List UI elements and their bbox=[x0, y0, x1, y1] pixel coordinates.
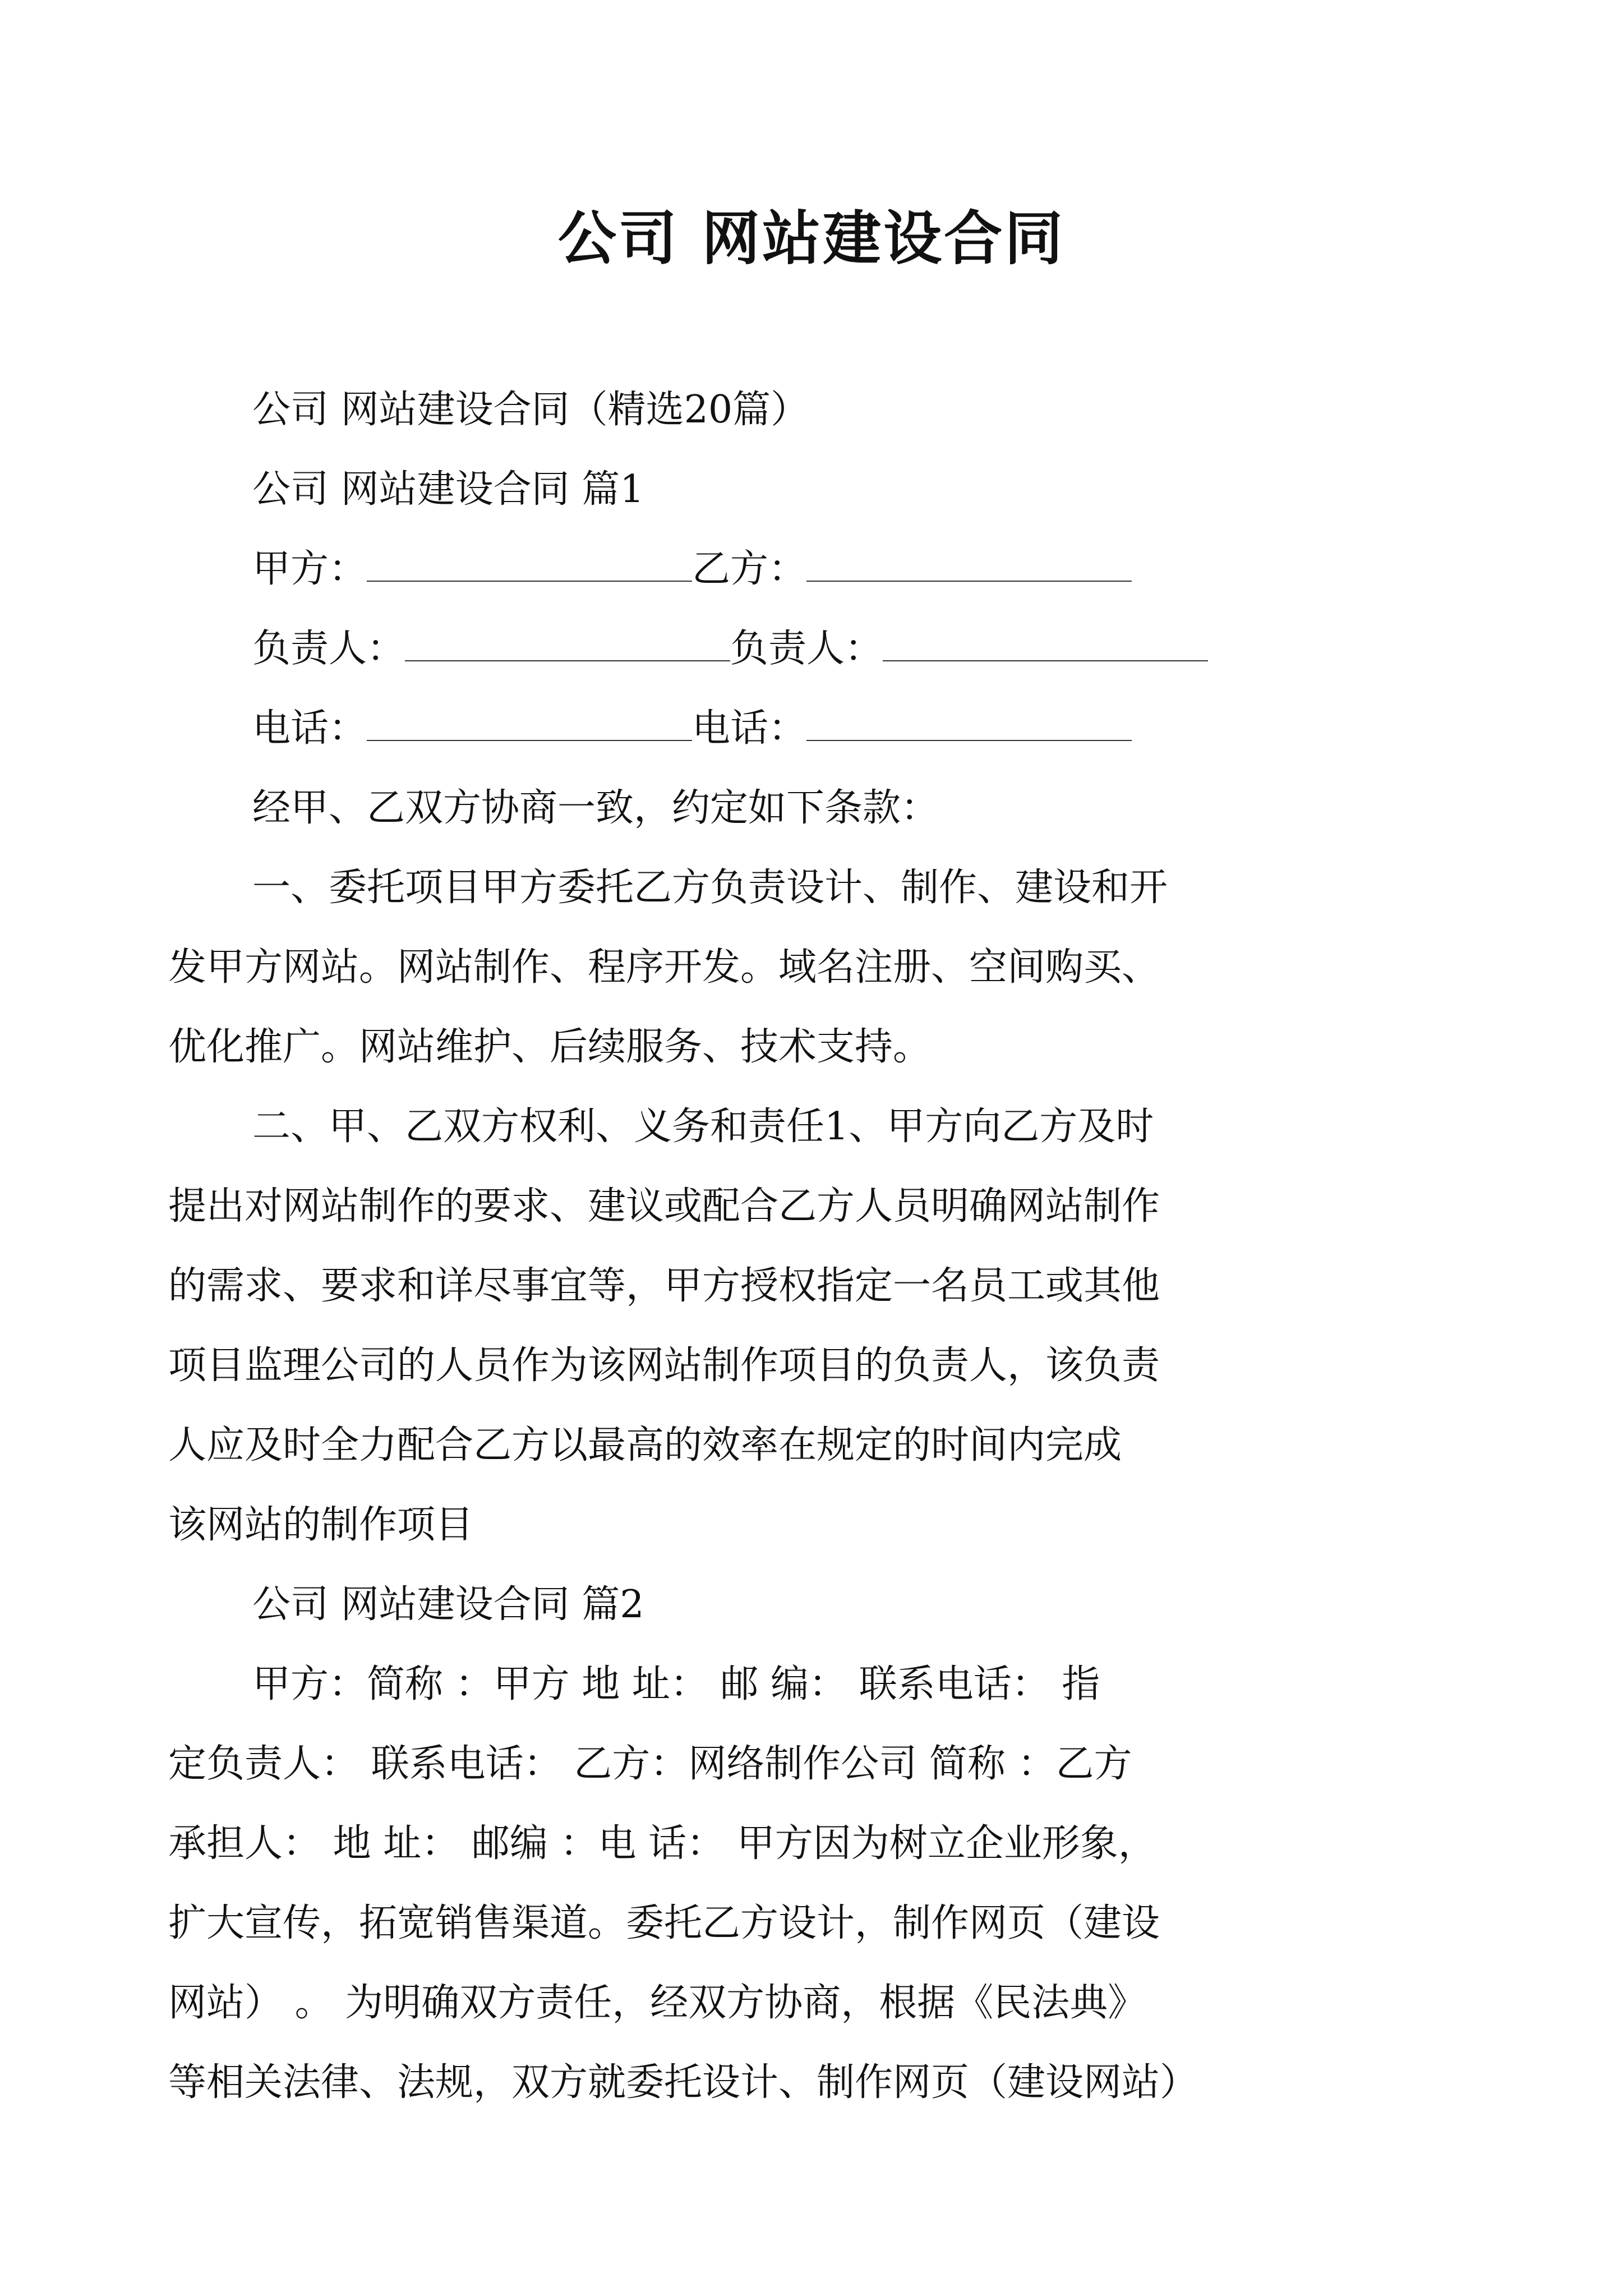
clause2-line: 项目监理公司的人员作为该网站制作项目的负责人，该负责 bbox=[168, 1343, 1160, 1388]
phone-b-label: 电话： bbox=[692, 706, 807, 751]
section2-line: 定负责人： 联系电话： 乙方：网络制作公司 简称 ：乙方 bbox=[168, 1742, 1132, 1786]
clause2-line: 提出对网站制作的要求、建议或配合乙方人员明确网站制作 bbox=[168, 1184, 1160, 1228]
responsible-b-label: 负责人： bbox=[730, 627, 883, 671]
party-row bbox=[252, 530, 1374, 609]
clause2-line: 的需求、要求和详尽事宜等，甲方授权指定一名员工或其他 bbox=[168, 1264, 1160, 1308]
section2-line: 甲方：简称 ：甲方 地 址： 邮 编： 联系电话： 指 bbox=[252, 1662, 1100, 1706]
section2-heading: 公司 网站建设合同 篇2 bbox=[252, 1582, 644, 1627]
responsible-row bbox=[252, 609, 1374, 689]
section2-line: 扩大宣传，拓宽销售渠道。委托乙方设计，制作网页（建设 bbox=[168, 1901, 1160, 1945]
intro-line: 公司 网站建设合同（精选20篇） bbox=[252, 388, 809, 432]
phone-row bbox=[252, 689, 1374, 769]
section2-line: 等相关法律、法规，双方就委托设计、制作网页（建设网站） bbox=[168, 2060, 1198, 2105]
document-title: 公司 网站建设合同 bbox=[557, 204, 1066, 273]
section2-line: 承担人： 地 址： 邮编 ：电 话： 甲方因为树立企业形象， bbox=[168, 1821, 1156, 1866]
clause1-line: 一、委托项目甲方委托乙方负责设计、制作、建设和开 bbox=[252, 866, 1168, 910]
responsible-b-blank bbox=[883, 660, 1208, 661]
clause1-line: 发甲方网站。网站制作、程序开发。域名注册、空间购买、 bbox=[168, 945, 1160, 990]
responsible-a-blank bbox=[405, 660, 730, 661]
party-a-blank bbox=[367, 580, 692, 582]
party-b-label: 乙方： bbox=[692, 547, 807, 591]
clause2-line: 人应及时全力配合乙方以最高的效率在规定的时间内完成 bbox=[168, 1423, 1122, 1467]
section1-heading: 公司 网站建设合同 篇1 bbox=[252, 467, 644, 512]
phone-b-blank bbox=[806, 739, 1132, 741]
party-a-label: 甲方： bbox=[252, 547, 367, 591]
section2-line: 网站） 。 为明确双方责任，经双方协商，根据《民法典》 bbox=[168, 1981, 1146, 2025]
clause2-line: 二、甲、乙双方权利、义务和责任1、甲方向乙方及时 bbox=[252, 1105, 1154, 1149]
document-body bbox=[168, 370, 1374, 2123]
party-b-blank bbox=[806, 580, 1132, 582]
clause2-line: 该网站的制作项目 bbox=[168, 1503, 474, 1547]
phone-a-blank bbox=[367, 739, 692, 741]
agreement-line: 经甲、乙双方协商一致，约定如下条款： bbox=[252, 786, 939, 830]
clause1-line: 优化推广。网站维护、后续服务、技术支持。 bbox=[168, 1025, 932, 1069]
responsible-a-label: 负责人： bbox=[252, 627, 405, 671]
phone-a-label: 电话： bbox=[252, 706, 367, 751]
